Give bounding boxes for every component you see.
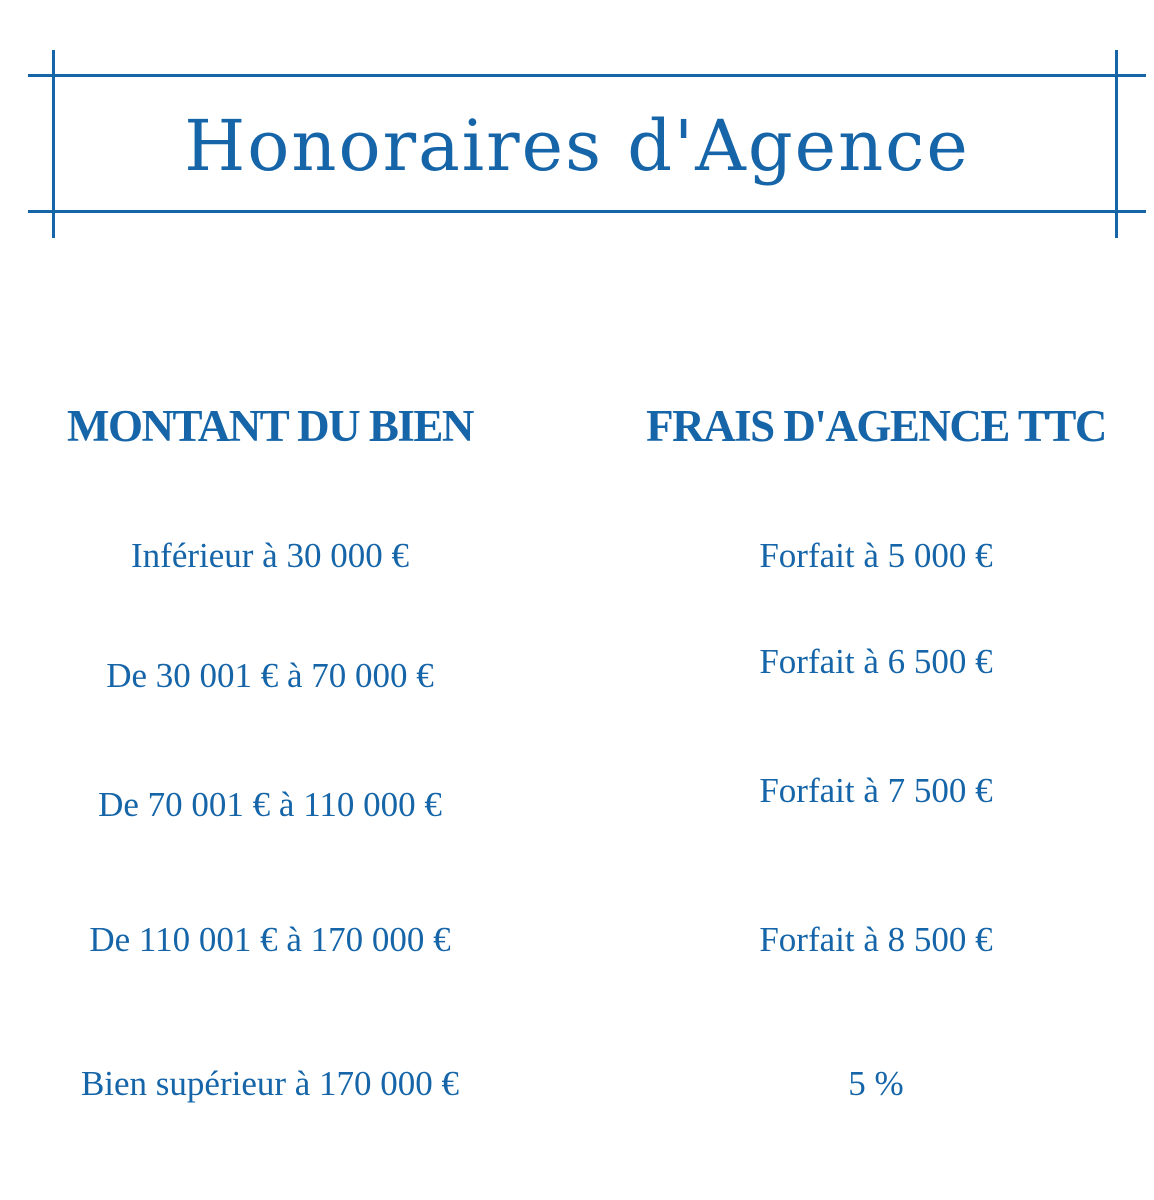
row-3-amount: De 70 001 € à 110 000 €	[98, 785, 442, 824]
row-4-fee: Forfait à 8 500 €	[759, 920, 993, 959]
frame-top-line	[28, 74, 1146, 77]
row-5-fee: 5 %	[848, 1064, 904, 1103]
row-1-fee: Forfait à 5 000 €	[759, 536, 993, 575]
row-4-amount: De 110 001 € à 170 000 €	[89, 920, 451, 959]
row-5-amount: Bien supérieur à 170 000 €	[80, 1064, 460, 1103]
page-title: Honoraires d'Agence	[184, 105, 970, 187]
column-header-fee: FRAIS D'AGENCE TTC	[646, 401, 1106, 451]
row-3-fee: Forfait à 7 500 €	[759, 771, 993, 810]
frame-bottom-line	[28, 210, 1146, 213]
column-header-amount: MONTANT DU BIEN	[67, 401, 473, 451]
row-2-amount: De 30 001 € à 70 000 €	[106, 656, 434, 695]
row-1-amount: Inférieur à 30 000 €	[131, 536, 409, 575]
row-2-fee: Forfait à 6 500 €	[759, 642, 993, 681]
